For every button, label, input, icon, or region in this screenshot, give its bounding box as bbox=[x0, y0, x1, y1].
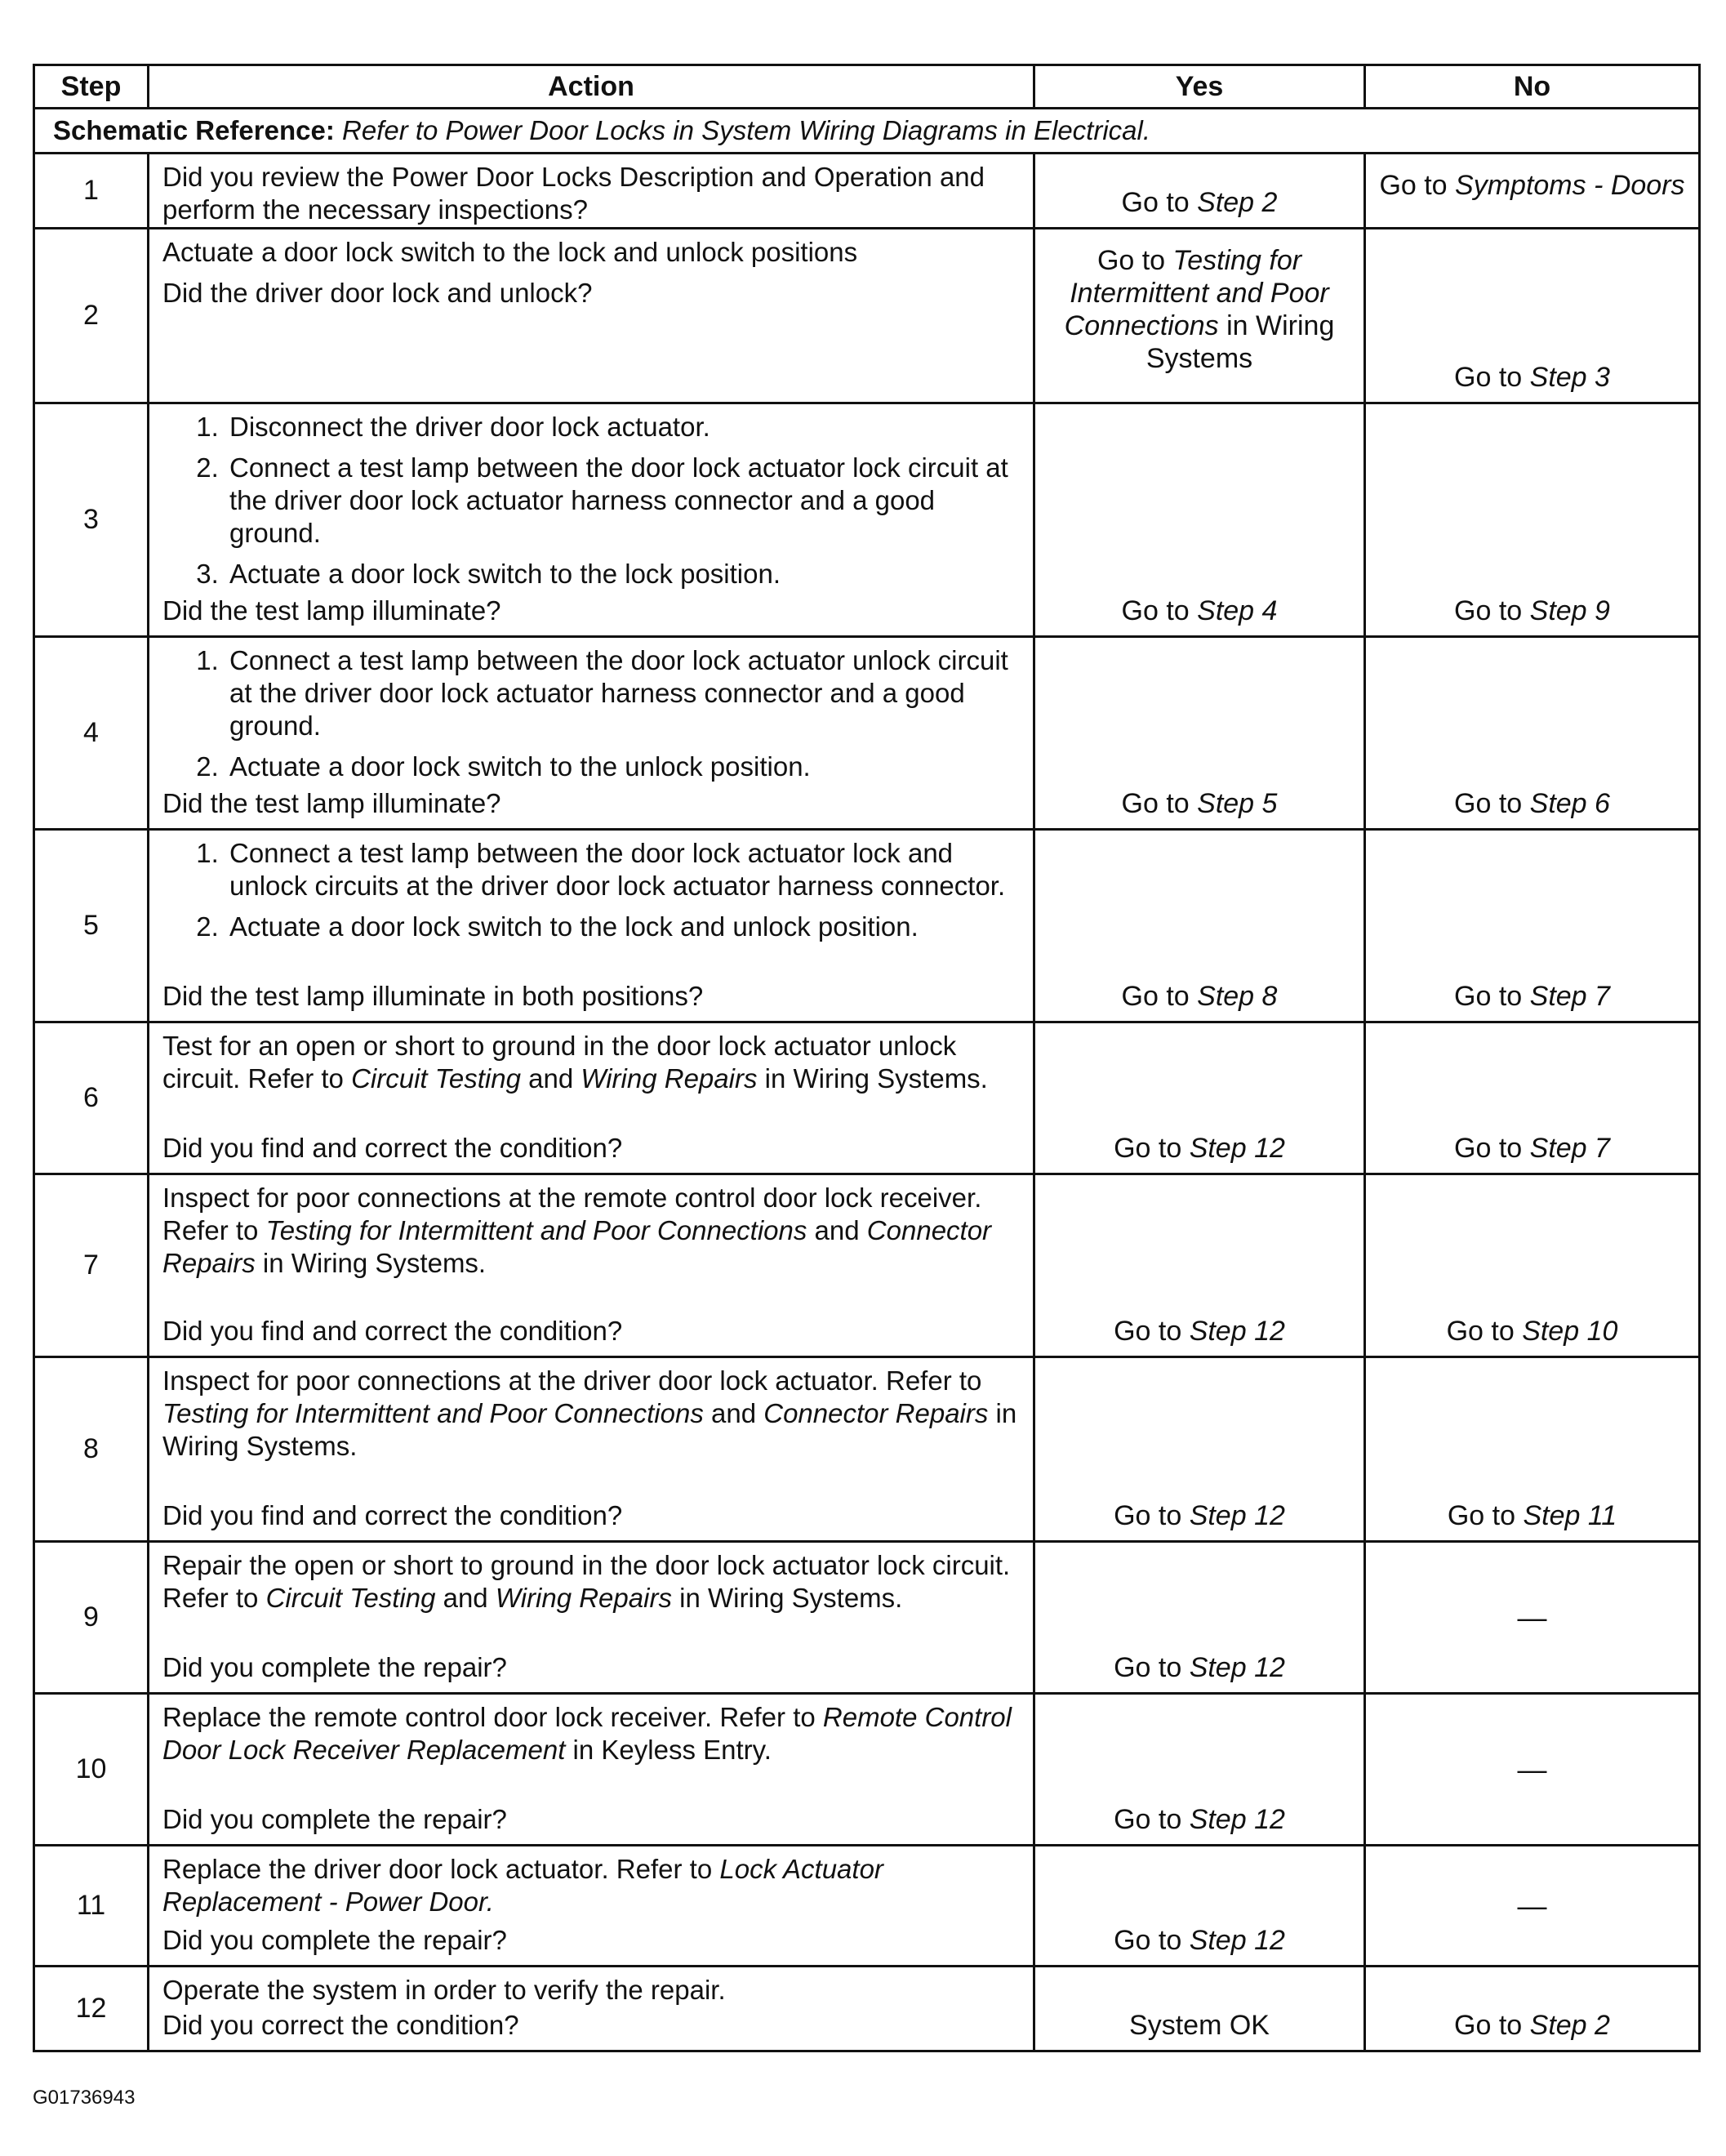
text-run: Go to bbox=[1114, 1925, 1190, 1956]
text-run: Did you review the Power Door Locks Description and Operation and perform the necessary inspections? bbox=[162, 162, 985, 225]
step-number: 3 bbox=[34, 403, 149, 637]
figure-id: G01736943 bbox=[33, 2087, 136, 2109]
table-row bbox=[34, 1174, 1700, 1357]
action-step-item: 2. Actuate a door lock switch to the lock and unlock position. bbox=[226, 911, 1021, 943]
action-paragraph bbox=[162, 1365, 1021, 1463]
action-question: Did you complete the repair? bbox=[162, 1804, 507, 1834]
text-run: Go to bbox=[1114, 1804, 1190, 1835]
text-run: Testing for Intermittent and Poor Connections bbox=[1064, 245, 1329, 341]
text-run: Go to bbox=[1114, 1316, 1190, 1347]
step-number: 5 bbox=[34, 830, 149, 1022]
no-cell bbox=[1365, 154, 1700, 229]
text-run: in Wiring Systems bbox=[1145, 310, 1335, 374]
text-run: and bbox=[520, 1063, 581, 1094]
table-row bbox=[34, 154, 1700, 229]
no-result bbox=[1366, 1889, 1698, 1923]
text-run: — bbox=[1517, 1888, 1547, 1922]
yes-result bbox=[1035, 244, 1363, 375]
text-run: Go to bbox=[1454, 2010, 1530, 2041]
text-run: Step 12 bbox=[1189, 1804, 1285, 1835]
no-result bbox=[1366, 2009, 1698, 2042]
yes-cell bbox=[1034, 1174, 1365, 1357]
no-cell bbox=[1365, 1357, 1700, 1542]
step-number: 6 bbox=[34, 1022, 149, 1174]
yes-result bbox=[1035, 1132, 1363, 1165]
text-run: Step 12 bbox=[1189, 1500, 1285, 1531]
yes-result bbox=[1035, 2009, 1363, 2042]
yes-cell bbox=[1034, 229, 1365, 403]
no-cell bbox=[1365, 1022, 1700, 1174]
text-run: and bbox=[703, 1398, 764, 1428]
text-run: Go to bbox=[1446, 1316, 1523, 1347]
step-number: 10 bbox=[34, 1694, 149, 1846]
text-run: Go to bbox=[1454, 788, 1530, 819]
yes-cell bbox=[1034, 1357, 1365, 1542]
yes-cell bbox=[1034, 1967, 1365, 2051]
text-run: Step 6 bbox=[1529, 788, 1610, 819]
text-run: Step 7 bbox=[1529, 1133, 1610, 1164]
action-paragraph bbox=[162, 1701, 1021, 1766]
text-run: Go to bbox=[1454, 981, 1530, 1012]
text-run: Go to bbox=[1454, 595, 1530, 626]
no-cell bbox=[1365, 1967, 1700, 2051]
yes-result bbox=[1035, 1499, 1363, 1532]
text-run: Go to bbox=[1121, 788, 1198, 819]
action-paragraph bbox=[162, 1974, 1021, 2007]
action-step-item: 1. Connect a test lamp between the door lock actuator unlock circuit at the driver door lock actuator harness connector and a good ground. bbox=[226, 644, 1021, 742]
text-run: in Wiring Systems. bbox=[162, 1398, 1017, 1461]
action-cell bbox=[149, 1357, 1034, 1542]
action-question: Did the test lamp illuminate in both positions? bbox=[162, 981, 704, 1011]
table-row bbox=[34, 1694, 1700, 1846]
text-run: Circuit Testing bbox=[351, 1063, 521, 1094]
text-run: Lock Actuator Replacement - Power Door. bbox=[162, 1854, 883, 1917]
text-run: Step 12 bbox=[1189, 1652, 1285, 1683]
text-run: Go to bbox=[1114, 1133, 1190, 1164]
no-cell bbox=[1365, 637, 1700, 830]
text-run: Repair the open or short to ground in the door lock actuator lock circuit. Refer to bbox=[162, 1550, 1011, 1613]
text-run: Did the driver door lock and unlock? bbox=[162, 278, 593, 308]
yes-cell bbox=[1034, 154, 1365, 229]
text-run: — bbox=[1517, 1600, 1547, 1634]
text-run: Go to bbox=[1121, 187, 1198, 218]
action-question: Did you complete the repair? bbox=[162, 1925, 507, 1955]
no-cell bbox=[1365, 403, 1700, 637]
text-run: Step 11 bbox=[1523, 1500, 1617, 1531]
action-cell bbox=[149, 154, 1034, 229]
action-paragraph bbox=[162, 1182, 1021, 1280]
no-result bbox=[1366, 1132, 1698, 1165]
table-row bbox=[34, 403, 1700, 637]
no-result bbox=[1366, 1601, 1698, 1635]
text-run: Step 5 bbox=[1197, 788, 1278, 819]
schematic-reference-label: Schematic Reference: bbox=[53, 115, 335, 145]
table-row bbox=[34, 1846, 1700, 1967]
no-result bbox=[1366, 980, 1698, 1013]
action-step-item: 2. Connect a test lamp between the door lock actuator lock circuit at the driver door lock actuator harness connector and a good ground. bbox=[226, 452, 1021, 550]
action-paragraph bbox=[162, 1549, 1021, 1615]
text-run: Go to bbox=[1121, 595, 1198, 626]
text-run: Go to bbox=[1114, 1652, 1190, 1683]
header-step: Step bbox=[34, 65, 149, 109]
action-cell bbox=[149, 403, 1034, 637]
action-paragraph bbox=[162, 1030, 1021, 1095]
action-cell bbox=[149, 1022, 1034, 1174]
no-result bbox=[1366, 1315, 1698, 1348]
text-run: Connector Repairs bbox=[763, 1398, 989, 1428]
text-run: Circuit Testing bbox=[265, 1583, 436, 1613]
step-number: 12 bbox=[34, 1967, 149, 2051]
text-run: — bbox=[1517, 1752, 1547, 1786]
no-cell bbox=[1365, 1174, 1700, 1357]
step-number: 8 bbox=[34, 1357, 149, 1542]
no-result bbox=[1366, 169, 1698, 202]
schematic-reference bbox=[34, 109, 1700, 154]
table-row bbox=[34, 1357, 1700, 1542]
text-run: Testing for Intermittent and Poor Connections bbox=[265, 1215, 807, 1245]
text-run: Step 12 bbox=[1189, 1133, 1285, 1164]
action-cell bbox=[149, 1846, 1034, 1967]
text-run: Testing for Intermittent and Poor Connections bbox=[162, 1398, 704, 1428]
yes-result bbox=[1035, 980, 1363, 1013]
step-number: 4 bbox=[34, 637, 149, 830]
no-cell bbox=[1365, 1846, 1700, 1967]
schematic-reference-text: Refer to Power Door Locks in System Wiring Diagrams in Electrical. bbox=[342, 115, 1151, 145]
yes-cell bbox=[1034, 637, 1365, 830]
table-row bbox=[34, 637, 1700, 830]
action-paragraph bbox=[162, 1853, 1021, 1918]
no-result bbox=[1366, 361, 1698, 394]
no-cell bbox=[1365, 1694, 1700, 1846]
text-run: Wiring Repairs bbox=[495, 1583, 672, 1613]
no-cell bbox=[1365, 830, 1700, 1022]
action-question: Did you correct the condition? bbox=[162, 2010, 519, 2040]
no-result bbox=[1366, 787, 1698, 820]
text-run: Step 9 bbox=[1529, 595, 1610, 626]
text-run: Go to bbox=[1121, 981, 1198, 1012]
step-number: 9 bbox=[34, 1542, 149, 1694]
text-run: Replace the remote control door lock receiver. Refer to bbox=[162, 1702, 823, 1732]
text-run: Replace the driver door lock actuator. Refer to bbox=[162, 1854, 720, 1884]
no-result bbox=[1366, 595, 1698, 627]
action-question: Did you find and correct the condition? bbox=[162, 1133, 623, 1163]
action-content bbox=[149, 154, 1033, 227]
yes-cell bbox=[1034, 1694, 1365, 1846]
action-question: Did you find and correct the condition? bbox=[162, 1500, 623, 1530]
diagnostic-table bbox=[33, 64, 1701, 2052]
text-run: Step 3 bbox=[1529, 362, 1610, 393]
text-run: System OK bbox=[1129, 2010, 1270, 2041]
text-run: Connector Repairs bbox=[162, 1215, 992, 1278]
text-run: Step 10 bbox=[1522, 1316, 1618, 1347]
no-cell bbox=[1365, 1542, 1700, 1694]
yes-result bbox=[1035, 787, 1363, 820]
table-row bbox=[34, 1967, 1700, 2051]
no-cell bbox=[1365, 229, 1700, 403]
yes-cell bbox=[1034, 403, 1365, 637]
action-cell bbox=[149, 229, 1034, 403]
action-question: Did the test lamp illuminate? bbox=[162, 595, 501, 626]
action-cell bbox=[149, 1694, 1034, 1846]
text-run: Step 12 bbox=[1189, 1316, 1285, 1347]
table-row bbox=[34, 830, 1700, 1022]
text-run: Wiring Repairs bbox=[581, 1063, 758, 1094]
text-run: in Wiring Systems. bbox=[671, 1583, 903, 1613]
action-question: Did you find and correct the condition? bbox=[162, 1316, 623, 1346]
text-run: Test for an open or short to ground in the door lock actuator unlock circuit. Refer to bbox=[162, 1031, 957, 1094]
text-run: Go to bbox=[1447, 1500, 1524, 1531]
yes-result bbox=[1035, 1315, 1363, 1348]
text-run: Go to bbox=[1454, 362, 1530, 393]
step-number: 7 bbox=[34, 1174, 149, 1357]
text-run: Step 2 bbox=[1197, 187, 1278, 218]
header-action: Action bbox=[149, 65, 1034, 109]
text-run: Step 7 bbox=[1529, 981, 1610, 1012]
yes-result bbox=[1035, 1651, 1363, 1684]
action-cell bbox=[149, 1542, 1034, 1694]
action-content bbox=[149, 229, 1033, 402]
table-row bbox=[34, 1022, 1700, 1174]
header-yes: Yes bbox=[1034, 65, 1365, 109]
text-run: and bbox=[435, 1583, 496, 1613]
text-run: Remote Control Door Lock Receiver Replacement bbox=[162, 1702, 1012, 1765]
text-run: Actuate a door lock switch to the lock and unlock positions bbox=[162, 237, 858, 267]
table-row bbox=[34, 229, 1700, 403]
action-question: Did you complete the repair? bbox=[162, 1652, 507, 1682]
yes-cell bbox=[1034, 1542, 1365, 1694]
yes-result bbox=[1035, 595, 1363, 627]
text-run: Operate the system in order to verify the repair. bbox=[162, 1975, 726, 2005]
yes-cell bbox=[1034, 830, 1365, 1022]
action-cell bbox=[149, 637, 1034, 830]
text-run: Inspect for poor connections at the remote control door lock receiver. Refer to bbox=[162, 1183, 982, 1245]
text-run: Step 4 bbox=[1197, 595, 1278, 626]
action-step-item: 1. Connect a test lamp between the door lock actuator lock and unlock circuits at the driver door lock actuator harness connector. bbox=[226, 837, 1021, 902]
yes-cell bbox=[1034, 1022, 1365, 1174]
text-run: Inspect for poor connections at the driver door lock actuator. Refer to bbox=[162, 1365, 982, 1396]
text-run: in Wiring Systems. bbox=[255, 1248, 487, 1278]
yes-result bbox=[1035, 1803, 1363, 1836]
text-run: Step 8 bbox=[1197, 981, 1278, 1012]
action-paragraph bbox=[162, 236, 1021, 269]
text-run: Step 2 bbox=[1529, 2010, 1610, 2041]
text-run: and bbox=[807, 1215, 867, 1245]
yes-cell bbox=[1034, 1846, 1365, 1967]
text-run: Go to bbox=[1097, 245, 1173, 276]
text-run: in Keyless Entry. bbox=[565, 1735, 772, 1765]
no-result bbox=[1366, 1753, 1698, 1787]
no-result bbox=[1366, 1499, 1698, 1532]
action-steps-list bbox=[162, 837, 1021, 943]
yes-result bbox=[1035, 1924, 1363, 1957]
text-run: Go to bbox=[1454, 1133, 1530, 1164]
schematic-reference-row bbox=[34, 109, 1700, 154]
step-number: 11 bbox=[34, 1846, 149, 1967]
header-no: No bbox=[1365, 65, 1700, 109]
action-step-item: 2. Actuate a door lock switch to the unlock position. bbox=[226, 751, 1021, 783]
step-number: 2 bbox=[34, 229, 149, 403]
text-run: Symptoms - Doors bbox=[1455, 170, 1685, 201]
action-cell bbox=[149, 1174, 1034, 1357]
action-paragraph bbox=[162, 277, 1021, 310]
yes-result bbox=[1035, 186, 1363, 219]
action-cell bbox=[149, 830, 1034, 1022]
action-cell bbox=[149, 1967, 1034, 2051]
action-paragraph bbox=[162, 161, 1021, 226]
text-run: Step 12 bbox=[1189, 1925, 1285, 1956]
header-row bbox=[34, 65, 1700, 109]
action-question: Did the test lamp illuminate? bbox=[162, 788, 501, 818]
step-number: 1 bbox=[34, 154, 149, 229]
table-row bbox=[34, 1542, 1700, 1694]
action-steps-list bbox=[162, 644, 1021, 783]
action-step-item: 3. Actuate a door lock switch to the lock position. bbox=[226, 558, 1021, 590]
text-run: Go to bbox=[1114, 1500, 1190, 1531]
action-step-item: 1. Disconnect the driver door lock actuator. bbox=[226, 411, 1021, 443]
text-run: Go to bbox=[1379, 170, 1456, 201]
action-steps-list bbox=[162, 411, 1021, 590]
text-run: in Wiring Systems. bbox=[757, 1063, 988, 1094]
